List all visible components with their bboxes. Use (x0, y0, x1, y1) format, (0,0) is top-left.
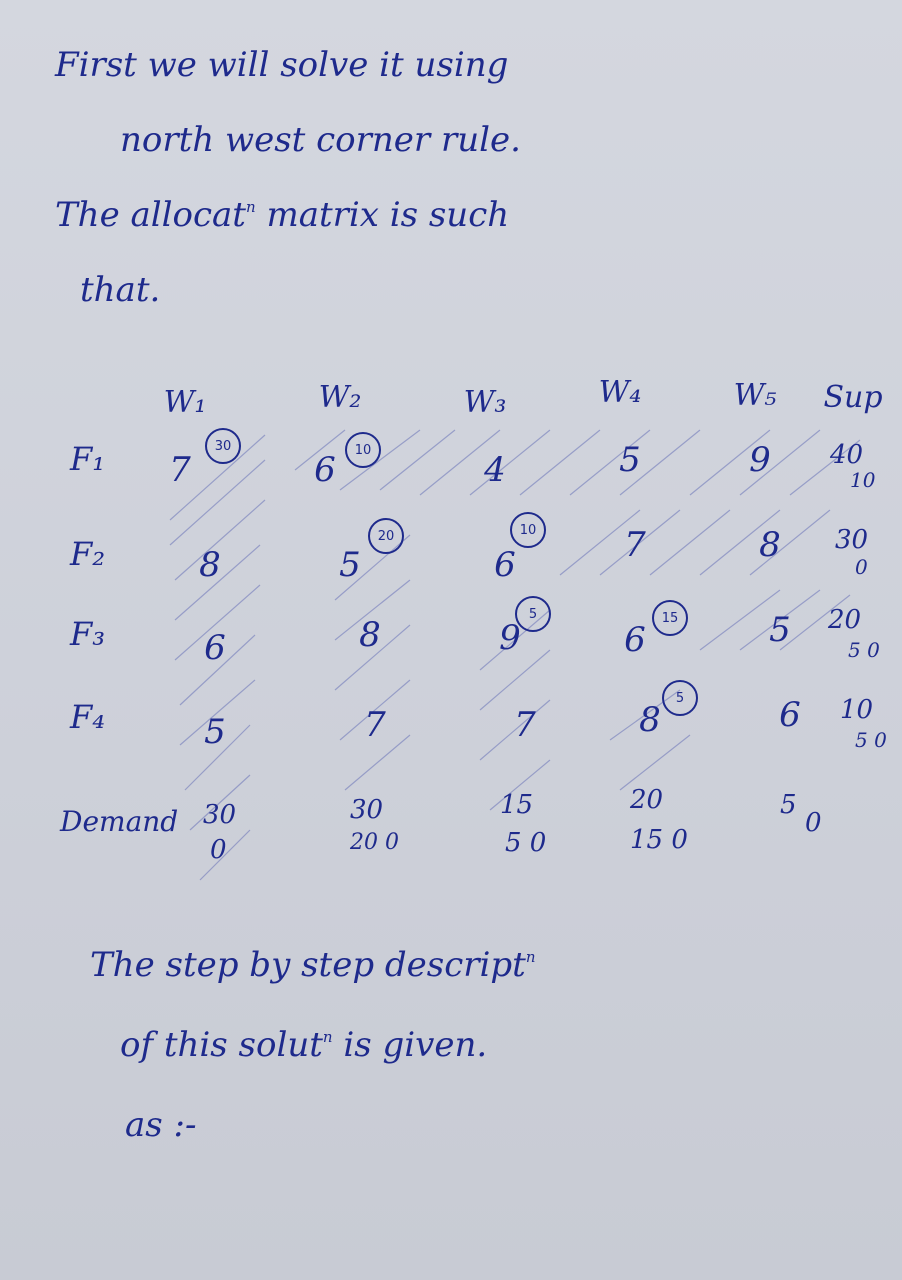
demand-w4: 20 (630, 785, 664, 815)
demand-w3-update: 5 0 (505, 828, 547, 858)
cost-f4-w3: 7 (514, 705, 536, 745)
demand-w1: 30 (203, 800, 237, 830)
demand-label: Demand (60, 805, 179, 838)
closing-line-1: The step by step descript$^n$ (90, 945, 536, 985)
closing-line-2: of this solut$^n$ is given. (120, 1025, 488, 1065)
cost-f4-w4: 8 (639, 700, 661, 740)
cost-f4-w5: 6 (779, 695, 801, 735)
supply-f3-update: 5 0 (848, 638, 880, 662)
cost-f2-w4: 7 (624, 525, 646, 565)
row-label-f4: F₄ (70, 698, 106, 736)
row-label-f3: F₃ (70, 615, 106, 653)
cost-f4-w2: 7 (364, 705, 386, 745)
demand-w1-update: 0 (210, 835, 227, 865)
demand-w2-update: 20 0 (350, 830, 399, 855)
supply-f3: 20 (828, 605, 862, 635)
cost-f3-w4: 6 (624, 620, 646, 660)
alloc-f1-w1: 30 (205, 428, 241, 464)
row-label-f1: F₁ (70, 440, 106, 478)
demand-w3: 15 (500, 790, 534, 820)
demand-w5-update: 0 (805, 808, 822, 838)
demand-w4-update: 15 0 (630, 825, 688, 855)
cost-f1-w3: 4 (484, 450, 506, 490)
alloc-f4-w4: 5 (662, 680, 698, 716)
cost-f1-w5: 9 (749, 440, 771, 480)
header-w1: W₁ (163, 385, 207, 420)
cost-f1-w4: 5 (619, 440, 641, 480)
cost-f2-w5: 8 (759, 525, 781, 565)
header-supply: Sup (823, 380, 883, 415)
supply-f2-update: 0 (855, 555, 868, 579)
cost-f2-w3: 6 (494, 545, 516, 585)
cost-f1-w1: 7 (169, 450, 191, 490)
header-w2: W₂ (318, 380, 362, 415)
header-w4: W₄ (598, 375, 642, 410)
intro-line-4: that. (80, 270, 161, 310)
alloc-f1-w2: 10 (345, 432, 381, 468)
cost-f3-w2: 8 (359, 615, 381, 655)
header-w5: W₅ (733, 378, 777, 413)
demand-w2: 30 (350, 795, 384, 825)
alloc-f3-w3: 5 (515, 596, 551, 632)
supply-f4-update: 5 0 (855, 728, 887, 752)
row-label-f2: F₂ (70, 535, 106, 573)
header-w3: W₃ (463, 385, 507, 420)
intro-line-2: north west corner rule. (120, 120, 521, 160)
cost-f3-w5: 5 (769, 610, 791, 650)
cost-f2-w1: 8 (199, 545, 221, 585)
alloc-f2-w2: 20 (368, 518, 404, 554)
cost-f2-w2: 5 (339, 545, 361, 585)
cost-f3-w1: 6 (204, 628, 226, 668)
intro-line-1: First we will solve it using (55, 45, 509, 85)
supply-f2: 30 (835, 525, 869, 555)
demand-w5: 5 (780, 790, 797, 820)
cost-f4-w1: 5 (204, 712, 226, 752)
alloc-f3-w4: 15 (652, 600, 688, 636)
supply-f1: 40 (830, 440, 864, 470)
supply-f4: 10 (840, 695, 874, 725)
intro-line-3: The allocat$^n$ matrix is such (55, 195, 510, 235)
supply-f1-update: 10 (850, 468, 876, 492)
cost-f3-w3: 9 (499, 618, 521, 658)
cost-f1-w2: 6 (314, 450, 336, 490)
alloc-f2-w3: 10 (510, 512, 546, 548)
closing-line-3: as :- (125, 1105, 197, 1145)
